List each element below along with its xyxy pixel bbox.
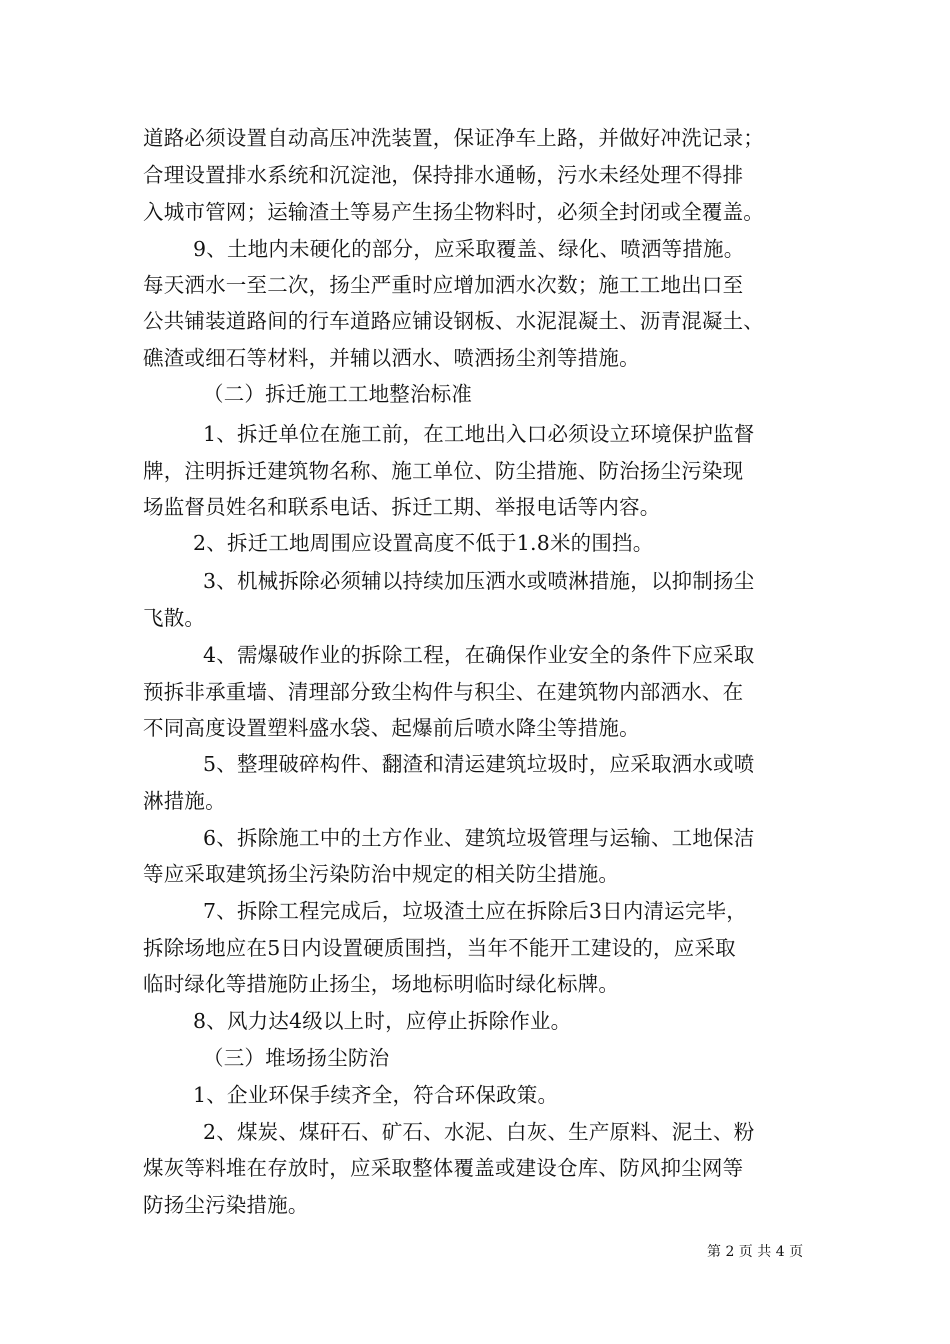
text-line: 1、企业环保手续齐全，符合环保政策。 [193,1083,559,1107]
text-line: 场监督员姓名和联系电话、拆迁工期、举报电话等内容。 [143,495,661,519]
text-line: 煤灰等料堆在存放时，应采取整体覆盖或建设仓库、防风抑尘网等 [143,1156,744,1180]
text-line: 预拆非承重墙、清理部分致尘构件与积尘、在建筑物内部洒水、在 [143,680,744,704]
text-line: 1、拆迁单位在施工前，在工地出入口必须设立环境保护监督 [203,422,755,446]
text-line: 合理设置排水系统和沉淀池，保持排水通畅，污水未经处理不得排 [143,163,744,187]
text-line: 2、煤炭、煤矸石、矿石、水泥、白灰、生产原料、泥土、粉 [203,1120,755,1144]
section-heading: （三）堆场扬尘防治 [203,1046,390,1070]
page-number: 第 2 页 共 4 页 [707,1244,804,1260]
text-line: 等应采取建筑扬尘污染防治中规定的相关防尘措施。 [143,862,620,886]
text-line: 9、土地内未硬化的部分，应采取覆盖、绿化、喷洒等措施。 [193,237,745,261]
text-line: 每天洒水一至二次，扬尘严重时应增加洒水次数；施工工地出口至 [143,273,744,297]
text-line: 拆除场地应在5日内设置硬质围挡，当年不能开工建设的，应采取 [143,936,736,960]
text-line: 礁渣或细石等材料，并辅以洒水、喷洒扬尘剂等措施。 [143,346,640,370]
text-line: 2、拆迁工地周围应设置高度不低于1.8米的围挡。 [193,531,654,555]
text-line: 8、风力达4级以上时，应停止拆除作业。 [193,1009,572,1033]
text-line: 道路必须设置自动高压冲洗装置，保证净车上路，并做好冲洗记录； [143,126,764,150]
text-line: 6、拆除施工中的土方作业、建筑垃圾管理与运输、工地保洁 [203,826,755,850]
text-line: 不同高度设置塑料盛水袋、起爆前后喷水降尘等措施。 [143,716,640,740]
text-line: 4、需爆破作业的拆除工程，在确保作业安全的条件下应采取 [203,643,755,667]
text-line: 7、拆除工程完成后，垃圾渣土应在拆除后3日内清运完毕， [203,899,747,923]
text-line: 5、整理破碎构件、翻渣和清运建筑垃圾时，应采取洒水或喷 [203,752,755,776]
text-line: 公共铺装道路间的行车道路应铺设钢板、水泥混凝土、沥青混凝土、 [143,309,764,333]
text-line: 防扬尘污染措施。 [143,1193,309,1217]
section-heading: （二）拆迁施工工地整治标准 [203,382,473,406]
text-line: 临时绿化等措施防止扬尘，场地标明临时绿化标牌。 [143,972,620,996]
text-line: 淋措施。 [143,789,226,813]
text-line: 飞散。 [143,606,206,630]
text-line: 入城市管网；运输渣土等易产生扬尘物料时，必须全封闭或全覆盖。 [143,200,764,224]
text-line: 牌，注明拆迁建筑物名称、施工单位、防尘措施、防治扬尘污染现 [143,459,744,483]
text-line: 3、机械拆除必须辅以持续加压洒水或喷淋措施，以抑制扬尘 [203,569,755,593]
